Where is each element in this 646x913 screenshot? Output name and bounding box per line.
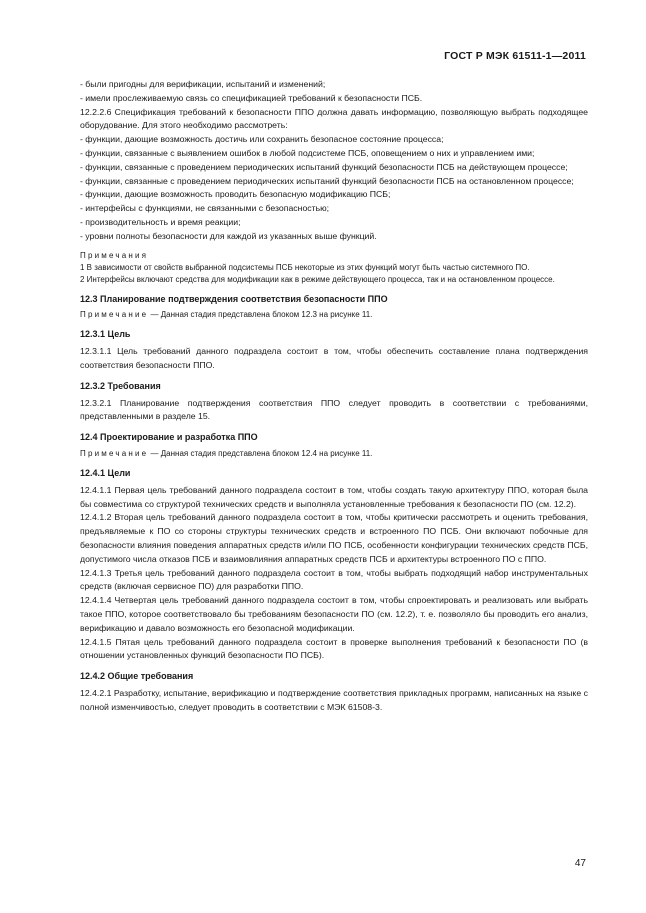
note-text: — Данная стадия представлена блоком 12.3 на рисунке 11. xyxy=(148,310,373,320)
paragraph: 12.4.2.1 Разработку, испытание, верификацию и подтверждение соответствия прикладных программ, написанных на языке с полной изменчивостью, следует проводить в соответствии с МЭК 61508-3. xyxy=(80,687,588,712)
subsection-heading: 12.3.2 Требования xyxy=(80,380,161,391)
paragraph: 12.3.1.1 Цель требований данного подраздела состоит в том, чтобы обеспечить составление плана подтверждения соответствия безопасности ППО. xyxy=(80,346,588,370)
paragraph: 12.3.2.1 Планирование подтверждения соответствия ППО следует проводить в соответствии с требованиями, представленными в разделе 15. xyxy=(80,397,588,422)
paragraph: 12.4.1.3 Третья цель требований данного подраздела состоит в том, чтобы выбрать подходящий набор инструментальных средств (включая сервисное ПО) для разработки ППО. xyxy=(80,567,588,592)
list-item: - производительность и время реакции; xyxy=(80,216,241,227)
section-heading: 12.3 Планирование подтверждения соответствия безопасности ППО xyxy=(80,293,388,304)
list-item: - уровни полноты безопасности для каждой из указанных выше функций. xyxy=(80,230,377,241)
section-heading: 12.4 Проектирование и разработка ППО xyxy=(80,432,258,443)
paragraph: 12.4.1.1 Первая цель требований данного подраздела состоит в том, чтобы создать такую архитектуру ППО, которая была бы совместима со структурой технических средств и выполняла установленные требования к безопасности ПО (см. 12.2). xyxy=(80,484,588,509)
list-item: - функции, дающие возможность достичь или сохранить безопасное состояние процесса; xyxy=(80,134,444,145)
list-item: - функции, связанные с проведением периодических испытаний функций безопасности ПСБ на остановленном процессе; xyxy=(80,175,574,186)
list-item: - функции, связанные с проведением периодических испытаний функций безопасности ПСБ на действующем процессе; xyxy=(80,161,568,172)
note: 1 В зависимости от свойств выбранной подсистемы ПСБ некоторые из этих функций могут быть частью системного ПО. xyxy=(80,262,530,272)
page-number: 47 xyxy=(574,858,586,869)
note xyxy=(80,309,588,321)
list-item: - функции, связанные с выявлением ошибок в любой подсистеме ПСБ, оповещением о них и управлением ими; xyxy=(80,147,535,158)
list-item: - имели прослеживаемую связь со спецификацией требований к безопасности ПСБ. xyxy=(80,92,423,103)
notes-heading: Примечания xyxy=(80,250,149,260)
note-text: — Данная стадия представлена блоком 12.4 на рисунке 11. xyxy=(148,448,373,458)
note xyxy=(80,448,588,460)
list-item: - были пригодны для верификации, испытаний и изменений; xyxy=(80,79,326,89)
subsection-heading: 12.3.1 Цель xyxy=(80,329,131,340)
paragraph: 12.4.1.4 Четвертая цель требований данного подраздела состоит в том, чтобы спроектировать и реализовать или выбрать такое ППО, которое соответствовало бы требованиям безопасности ПО (см. 12.2), т. е. позволяло бы проводить его анализ, верификацию и давало возможность его безопасной модификации. xyxy=(80,595,588,633)
note: 2 Интерфейсы включают средства для модификации как в режиме действующего процесса, так и на остановленном процессе. xyxy=(80,274,555,284)
document-body xyxy=(80,78,588,714)
list-item: - интерфейсы с функциями, не связанными с безопасностью; xyxy=(80,203,330,214)
note-prefix: Примечание xyxy=(80,448,149,458)
document-header: ГОСТ Р МЭК 61511-1—2011 xyxy=(444,50,586,62)
list-item: - функции, дающие возможность проводить безопасную модификацию ПСБ; xyxy=(80,189,391,200)
paragraph: 12.4.1.2 Вторая цель требований данного подраздела состоит в том, чтобы критически рассмотреть и оценить требования, предъявляемые к ПО со стороны структуры технических средств и встроенного ПО ПСБ. Они включают побочные для безопасности влияния поведения аппаратных средств и/или ПО ПСБ, особенности конфигурации технических средств ПСБ, допустимого числа отказов ПСБ и взаимовлияния аппаратных средств ПСБ и архитектуры встроенного ПО с ППО. xyxy=(80,512,588,564)
note-prefix: Примечание xyxy=(80,310,149,320)
paragraph: 12.4.1.5 Пятая цель требований данного подраздела состоит в проверке выполнения требований к безопасности ПО (в отношении установленных функций безопасности ПО ПСБ). xyxy=(80,636,588,661)
subsection-heading: 12.4.1 Цели xyxy=(80,467,131,478)
paragraph: 12.2.2.6 Спецификация требований к безопасности ППО должна давать информацию, позволяющую выбрать подходящее оборудование. Для этого необходимо рассмотреть: xyxy=(80,106,588,131)
subsection-heading: 12.4.2 Общие требования xyxy=(80,671,194,682)
